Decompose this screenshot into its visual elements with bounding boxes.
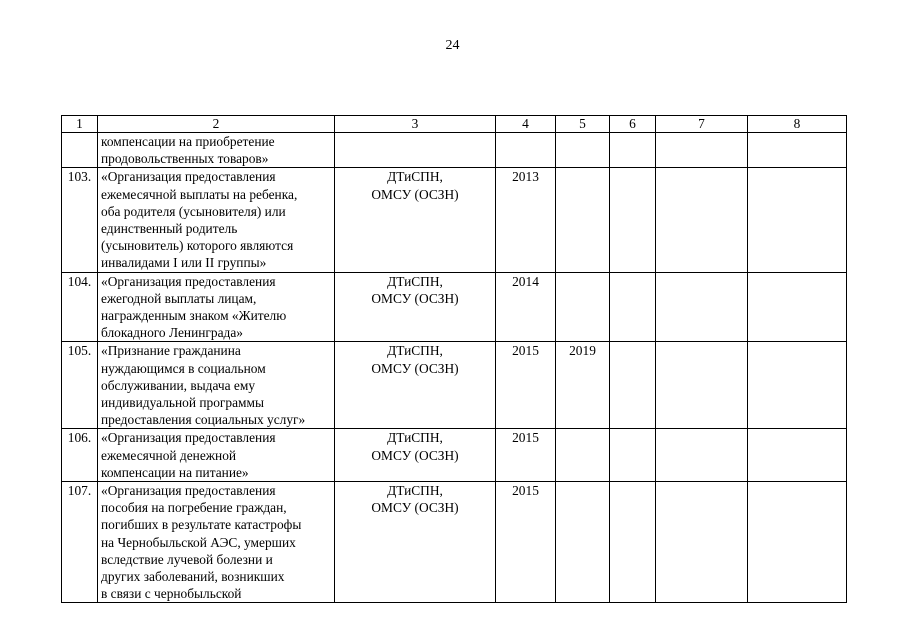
service-name-line: ежемесячной выплаты на ребенка, — [101, 186, 298, 202]
responsible-org-cell — [335, 133, 496, 168]
column-7-cell — [656, 342, 748, 429]
column-8-cell — [748, 482, 847, 603]
column-5-cell — [556, 133, 610, 168]
row-number — [62, 133, 98, 168]
column-6-cell — [610, 272, 656, 342]
responsible-org-cell — [335, 272, 496, 342]
column-7-cell — [656, 482, 748, 603]
column-header-4: 4 — [496, 116, 556, 133]
column-5-cell — [556, 482, 610, 603]
column-5-cell — [556, 168, 610, 272]
service-name-line: предоставления социальных услуг» — [101, 412, 306, 428]
column-8-cell — [748, 429, 847, 482]
service-name-line: индивидуальной программы — [101, 395, 264, 411]
service-name-line: погибших в результате катастрофы — [101, 517, 302, 533]
service-name-line: «Организация предоставления — [101, 169, 276, 185]
table-row — [62, 133, 847, 168]
row-number: 106. — [62, 429, 98, 482]
column-6-cell — [610, 429, 656, 482]
service-name-line: компенсации на приобретение — [101, 134, 275, 149]
table-row — [62, 482, 847, 603]
responsible-org-line: ОМСУ (ОСЗН) — [371, 447, 459, 463]
table-row — [62, 272, 847, 342]
service-name-cell — [98, 342, 335, 429]
responsible-org-line: ОМСУ (ОСЗН) — [371, 500, 459, 516]
row-number: 103. — [62, 168, 98, 272]
service-name-line: обслуживании, выдача ему — [101, 377, 256, 393]
row-number: 107. — [62, 482, 98, 603]
column-4-cell: 2015 — [496, 482, 556, 603]
service-name-line: на Чернобыльской АЭС, умерших — [101, 534, 296, 550]
column-header-5: 5 — [556, 116, 610, 133]
responsible-org-line: ДТиСПН, — [387, 273, 443, 289]
column-4-cell: 2013 — [496, 168, 556, 272]
column-4-cell — [496, 133, 556, 168]
column-header-8: 8 — [748, 116, 847, 133]
column-7-cell — [656, 429, 748, 482]
column-5-cell — [556, 429, 610, 482]
responsible-org-cell — [335, 482, 496, 603]
service-name-cell — [98, 482, 335, 603]
service-name-line: ежемесячной денежной — [101, 447, 237, 463]
column-header-1: 1 — [62, 116, 98, 133]
service-name-line: (усыновитель) которого являются — [101, 238, 294, 254]
column-4-cell: 2014 — [496, 272, 556, 342]
service-name-cell — [98, 272, 335, 342]
column-6-cell — [610, 342, 656, 429]
service-name-line: нуждающимся в социальном — [101, 360, 266, 376]
responsible-org-line: ДТиСПН, — [387, 343, 443, 359]
header-row — [62, 116, 847, 133]
responsible-org-line: ОМСУ (ОСЗН) — [371, 360, 459, 376]
service-name-line: компенсации на питание» — [101, 464, 249, 480]
row-number: 104. — [62, 272, 98, 342]
column-6-cell — [610, 168, 656, 272]
service-name-line: в связи с чернобыльской — [101, 586, 242, 602]
table-row — [62, 342, 847, 429]
column-4-cell: 2015 — [496, 429, 556, 482]
column-8-cell — [748, 342, 847, 429]
service-name-line: других заболеваний, возникших — [101, 569, 285, 585]
service-name-line: ежегодной выплаты лицам, — [101, 290, 257, 306]
responsible-org-line: ОМСУ (ОСЗН) — [371, 186, 459, 202]
service-name-line: инвалидами I или II группы» — [101, 255, 267, 271]
page-number: 24 — [445, 38, 460, 53]
service-name-line: «Организация предоставления — [101, 430, 276, 446]
service-name-cell — [98, 429, 335, 482]
service-name-cell — [98, 168, 335, 272]
column-7-cell — [656, 272, 748, 342]
column-6-cell — [610, 133, 656, 168]
responsible-org-cell — [335, 429, 496, 482]
column-7-cell — [656, 133, 748, 168]
service-name-line: «Признание гражданина — [101, 343, 241, 359]
service-name-line: продовольственных товаров» — [101, 151, 269, 167]
service-name-cell — [98, 133, 335, 168]
table-row — [62, 168, 847, 272]
service-name-line: пособия на погребение граждан, — [101, 500, 287, 516]
column-8-cell — [748, 133, 847, 168]
responsible-org-line: ОМСУ (ОСЗН) — [371, 290, 459, 306]
responsible-org-line: ДТиСПН, — [387, 483, 443, 499]
service-name-line: оба родителя (усыновителя) или — [101, 203, 286, 219]
responsible-org-cell — [335, 342, 496, 429]
service-name-line: награжденным знаком «Жителю — [101, 308, 287, 324]
responsible-org-line: ДТиСПН, — [387, 169, 443, 185]
responsible-org-cell — [335, 168, 496, 272]
row-number: 105. — [62, 342, 98, 429]
column-8-cell — [748, 272, 847, 342]
service-name-line: единственный родитель — [101, 221, 238, 237]
column-5-cell: 2019 — [556, 342, 610, 429]
column-6-cell — [610, 482, 656, 603]
column-8-cell — [748, 168, 847, 272]
service-name-line: «Организация предоставления — [101, 273, 276, 289]
column-header-7: 7 — [656, 116, 748, 133]
service-name-line: «Организация предоставления — [101, 483, 276, 499]
table-row — [62, 429, 847, 482]
column-5-cell — [556, 272, 610, 342]
service-name-line: вследствие лучевой болезни и — [101, 551, 273, 567]
service-name-line: блокадного Ленинграда» — [101, 325, 243, 341]
column-header-6: 6 — [610, 116, 656, 133]
column-header-3: 3 — [335, 116, 496, 133]
responsible-org-line: ДТиСПН, — [387, 430, 443, 446]
table-body — [62, 133, 847, 603]
column-4-cell: 2015 — [496, 342, 556, 429]
services-table — [61, 115, 847, 603]
column-7-cell — [656, 168, 748, 272]
column-header-2: 2 — [98, 116, 335, 133]
